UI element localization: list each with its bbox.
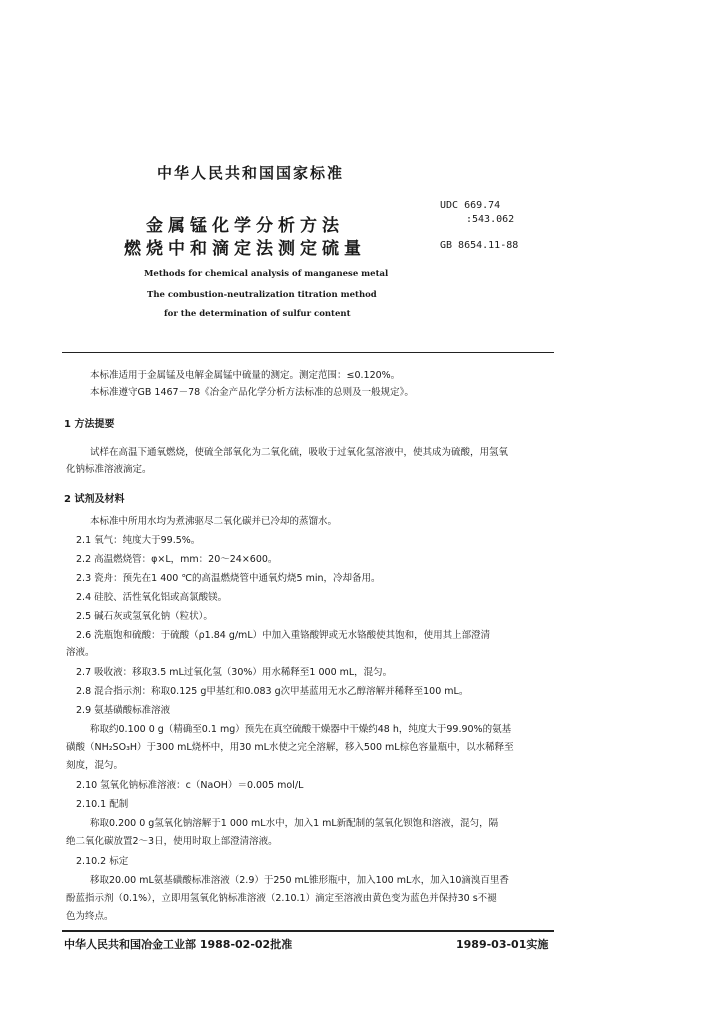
footer-divider — [62, 930, 554, 932]
intro-compliance: 本标准遵守GB 1467－78《冶金产品化学分析方法标准的总则及一般规定》。 — [90, 387, 414, 398]
item-2-9-line3: 刻度，混匀。 — [66, 760, 124, 771]
item-2-10: 2.10 氢氧化钠标准溶液：c（NaOH）＝0.005 mol/L — [76, 780, 304, 791]
item-2-9-line2: 磺酸（NH₂SO₃H）于300 mL烧杯中，用30 mL水使之完全溶解，移入500 mL棕色容量瓶中，以水稀释至 — [66, 742, 514, 753]
item-2-10-1-line1: 称取0.200 0 g氢氧化钠溶解于1 000 mL水中，加入1 mL新配制的氢氧化钡饱和溶液，混匀，隔 — [90, 818, 499, 829]
header-divider — [62, 352, 554, 353]
item-2-10-1: 2.10.1 配制 — [76, 799, 129, 810]
implementation-date: 1989-03-01实施 — [456, 938, 549, 951]
section-2-intro: 本标准中所用水均为煮沸驱尽二氧化碳并已冷却的蒸馏水。 — [90, 516, 338, 527]
section-1-line1: 试样在高温下通氧燃烧，使硫全部氧化为二氧化硫，吸收于过氧化氢溶液中，使其成为硫酸，用氢氧 — [90, 447, 509, 458]
item-2-3: 2.3 瓷舟：预先在1 400 ℃的高温燃烧管中通氧灼烧5 min，冷却备用。 — [76, 573, 381, 584]
english-title-line2: The combustion-neutralization titration method — [147, 290, 377, 300]
english-title-line3: for the determination of sulfur content — [164, 309, 351, 319]
item-2-10-2-line1: 移取20.00 mL氨基磺酸标准溶液（2.9）于250 mL锥形瓶中，加入100 mL水，加入10滴溴百里香 — [90, 875, 509, 886]
section-1-heading: 1 方法提要 — [64, 419, 115, 430]
approval-date: 中华人民共和国冶金工业部 1988-02-02批准 — [64, 938, 293, 951]
item-2-4: 2.4 硅胶、活性氧化铝或高氯酸镁。 — [76, 592, 228, 603]
udc-code-line2: :543.062 — [466, 214, 515, 225]
item-2-10-2: 2.10.2 标定 — [76, 856, 129, 867]
document-title-line2: 燃烧中和滴定法测定硫量 — [124, 239, 366, 259]
item-2-1: 2.1 氧气：纯度大于99.5%。 — [76, 535, 201, 546]
udc-code-line1: UDC 669.74 — [440, 200, 501, 211]
item-2-6-line1: 2.6 洗瓶饱和硫酸：于硫酸（ρ1.84 g/mL）中加入重铬酸钾或无水铬酸使其饱和，使用其上部澄清 — [76, 630, 491, 641]
intro-scope: 本标准适用于金属锰及电解金属锰中硫量的测定。测定范围：≤0.120%。 — [90, 370, 401, 381]
standard-header: 中华人民共和国国家标准 — [157, 164, 345, 182]
item-2-7: 2.7 吸收液：移取3.5 mL过氧化氢（30%）用水稀释至1 000 mL，混匀。 — [76, 667, 393, 678]
item-2-5: 2.5 碱石灰或氢氧化钠（粒状）。 — [76, 611, 213, 622]
item-2-6-line2: 溶液。 — [66, 647, 95, 658]
item-2-10-2-line3: 色为终点。 — [66, 911, 114, 922]
section-2-heading: 2 试剂及材料 — [64, 494, 125, 505]
gb-code: GB 8654.11-88 — [440, 240, 519, 251]
item-2-2: 2.2 高温燃烧管：φ×L，mm：20～24×600。 — [76, 554, 278, 565]
english-title-line1: Methods for chemical analysis of manganese metal — [144, 269, 389, 279]
item-2-10-1-line2: 绝二氧化碳放置2～3日，使用时取上部澄清溶液。 — [66, 836, 278, 847]
document-title-line1: 金属锰化学分析方法 — [146, 216, 344, 236]
section-1-line2: 化钠标准溶液滴定。 — [66, 464, 152, 475]
item-2-8: 2.8 混合指示剂：称取0.125 g甲基红和0.083 g次甲基蓝用无水乙醇溶解并稀释至100 mL。 — [76, 686, 469, 697]
item-2-9: 2.9 氨基磺酸标准溶液 — [76, 705, 171, 716]
item-2-9-line1: 称取约0.100 0 g（精确至0.1 mg）预先在真空硫酸干燥器中干燥约48 h，纯度大于99.90%的氨基 — [90, 724, 512, 735]
item-2-10-2-line2: 酚蓝指示剂（0.1%），立即用氢氧化钠标准溶液（2.10.1）滴定至溶液由黄色变为蓝色并保持30 s不褪 — [66, 893, 497, 904]
